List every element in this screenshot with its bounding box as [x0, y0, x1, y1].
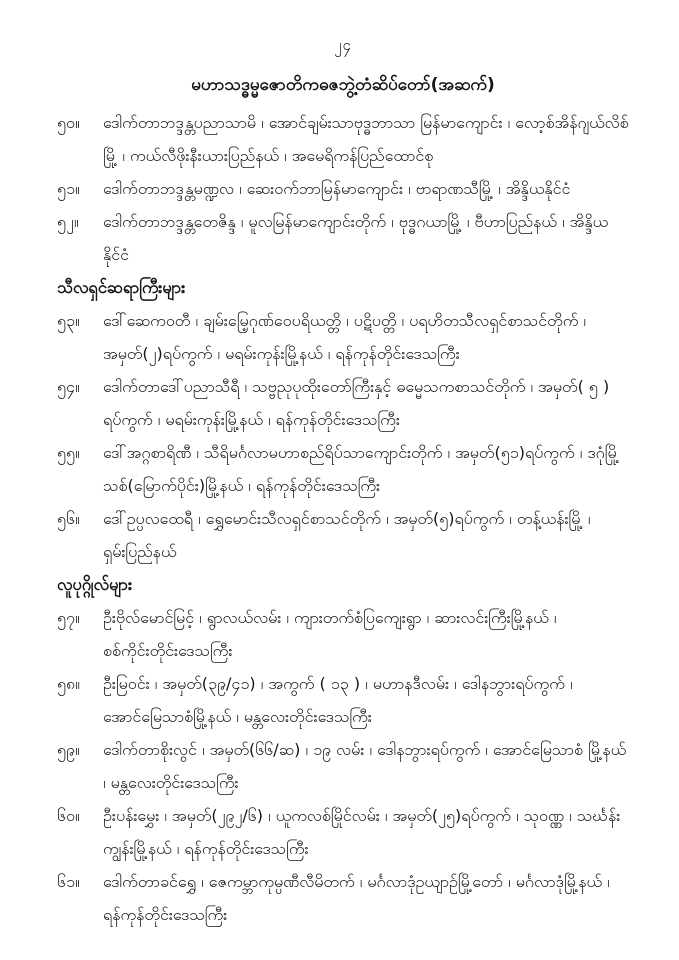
entry-text: ဦးပန်းမွှေး ၊ အမှတ်(၂၉၂/၆) ၊ ယူကလစ်မြိုင်လမ်း ၊ အမှတ်(၂၅)ရပ်ကွက် ၊ သုဝဏ္ဏ ၊ သင်္ဃန်းကျွန်းမြို့နယ် ၊ ရန်ကုန်တိုင်းဒေသကြီး [103, 806, 621, 858]
entry-text: ဒေါ်ဥပ္ပလထေရီ ၊ ရွှေမောင်းသီလရှင်စာသင်တိုက် ၊ အမှတ်(၅)ရပ်ကွက် ၊ တန့်ယန်းမြို့ ၊ ရှမ်းပြည်နယ် [103, 509, 591, 561]
entry-row [57, 304, 629, 370]
entry-text: ဦးဗိုလ်မောင်မြင့် ၊ ရွာလယ်လမ်း ၊ ကျားတက်စံပြကျေးရွာ ၊ ဆားလင်းကြီးမြို့နယ် ၊ စစ်ကိုင်းတိုင်းဒေသကြီး [103, 608, 557, 660]
entry-number: ၅၂။ [57, 212, 79, 231]
page-number: ၂၄ [334, 36, 352, 54]
document-title: မဟာသဒ္ဓမ္မဇောတိကဓဇဘွဲ့တံဆိပ်တော်(အဆက်) [191, 75, 495, 95]
entry-text: ဦးမြဝင်း ၊ အမှတ်(၃၉/၄၁) ၊ အကွက် ( ၁၃ ) ၊ မဟာနဒီလမ်း ၊ ဒေါနဘွားရပ်ကွက် ၊ အောင်မြေသာစံမြို့နယ် ၊ မန္တလေးတိုင်းဒေသကြီး [103, 674, 573, 726]
entry-number: ၅၇။ [57, 608, 80, 627]
entry-number: ၅၃။ [57, 311, 80, 330]
entry-text: ဒေါက်တာဘဒ္ဒန္တမဏ္ဍလ ၊ ဆေးဝက်ဘာမြန်မာကျောင်း ၊ ဗာရာဏသီမြို့ ၊ အိန္ဒိယနိုင်ငံ [103, 179, 571, 198]
entry-row [57, 370, 629, 436]
entry-number: ၅၅။ [57, 443, 80, 462]
entry-row [57, 502, 629, 568]
entry-row [57, 601, 629, 667]
entry-text: ဒေါ်ဆေကဝတီ ၊ ချမ်းမြေ့ဂုဏ်ဝေပရိယတ္တိ ၊ ပဋိပတ္တိ ၊ ပရဟိတသီလရှင်စာသင်တိုက် ၊ အမှတ်(၂)ရပ်ကွက် ၊ မရမ်းကုန်းမြို့နယ် ၊ ရန်ကုန်တိုင်းဒေသကြီး [103, 311, 586, 363]
entry-text: ဒေါက်တာဘဒ္ဒန္တတေဇိန္ဒ ၊ မူလမြန်မာကျောင်းတိုက် ၊ ဗုဒ္ဓဂယာမြို့ ၊ ဗီဟာပြည်နယ် ၊ အိန္ဒိယနိုင်ငံ [103, 212, 609, 264]
entry-text: ဒေါက်တာဒေါ်ပညာသီရီ ၊ သဗ္ဗညုပုထိုးတော်ကြီးနှင့် ဓမ္မေသကစာသင်တိုက် ၊ အမှတ်( ၅ ) ရပ်ကွက် ၊ မရမ်းကုန်းမြို့နယ် ၊ ရန်ကုန်တိုင်းဒေသကြီး [103, 377, 610, 429]
section-header: လူပုဂ္ဂိုလ်များ [57, 575, 133, 594]
entry-number: ၆၁။ [57, 872, 80, 891]
entry-row [57, 667, 629, 733]
entry-text: ဒေါက်တာစိုးလွင် ၊ အမှတ်(၆၆/ဆ) ၊ ၁၉ လမ်း ၊ ဒေါနဘွားရပ်ကွက် ၊ အောင်မြေသာစံ မြို့နယ် ၊ မန္တလေးတိုင်းဒေသကြီး [103, 740, 627, 792]
entry-row [57, 205, 629, 271]
entry-number: ၅၁။ [57, 179, 80, 198]
entry-row [57, 733, 629, 799]
entry-row [57, 799, 629, 865]
entry-text: ဒေါက်တာခင်ရွှေ ၊ ဇေကမ္ဘာကုမ္ပဏီလီမိတက် ၊ မင်္ဂလာဒုံဥယျာဉ်မြို့တော် ၊ မင်္ဂလာဒုံမြို့နယ် ၊ ရန်ကုန်တိုင်းဒေသကြီး [103, 872, 610, 924]
entry-number: ၅၈။ [57, 674, 80, 693]
document-body [57, 106, 629, 931]
entry-number: ၆၀။ [57, 806, 80, 825]
entry-row [57, 865, 629, 931]
entry-number: ၅၀။ [57, 113, 80, 132]
entry-text: ဒေါ်အဂ္ဂစာရိဏီ ၊ သီရိမင်္ဂလာမဟာစည်ရိပ်သာကျောင်းတိုက် ၊ အမှတ်(၅၁)ရပ်ကွက် ၊ ဒဂုံမြို့သစ်(မြောက်ပိုင်း)မြို့နယ် ၊ ရန်ကုန်တိုင်းဒေသကြီး [103, 443, 620, 495]
entry-text: ဒေါက်တာဘဒ္ဒန္တပညာသာမိ ၊ အောင်ချမ်းသာဗုဒ္ဓဘာသာ မြန်မာကျောင်း ၊ လော့စ်အိန်ဂျယ်လိစ်မြို့ ၊ ကယ်လီဖိုးနီးယားပြည်နယ် ၊ အမေရိကန်ပြည်ထောင်စု [103, 113, 629, 165]
section-header: သီလရှင်ဆရာကြီးများ [57, 278, 186, 297]
entry-row [57, 436, 629, 502]
entry-number: ၅၆။ [57, 509, 80, 528]
entry-number: ၅၄။ [57, 377, 80, 396]
entry-number: ၅၉။ [57, 740, 80, 759]
entry-row [57, 172, 629, 205]
entry-row [57, 106, 629, 172]
